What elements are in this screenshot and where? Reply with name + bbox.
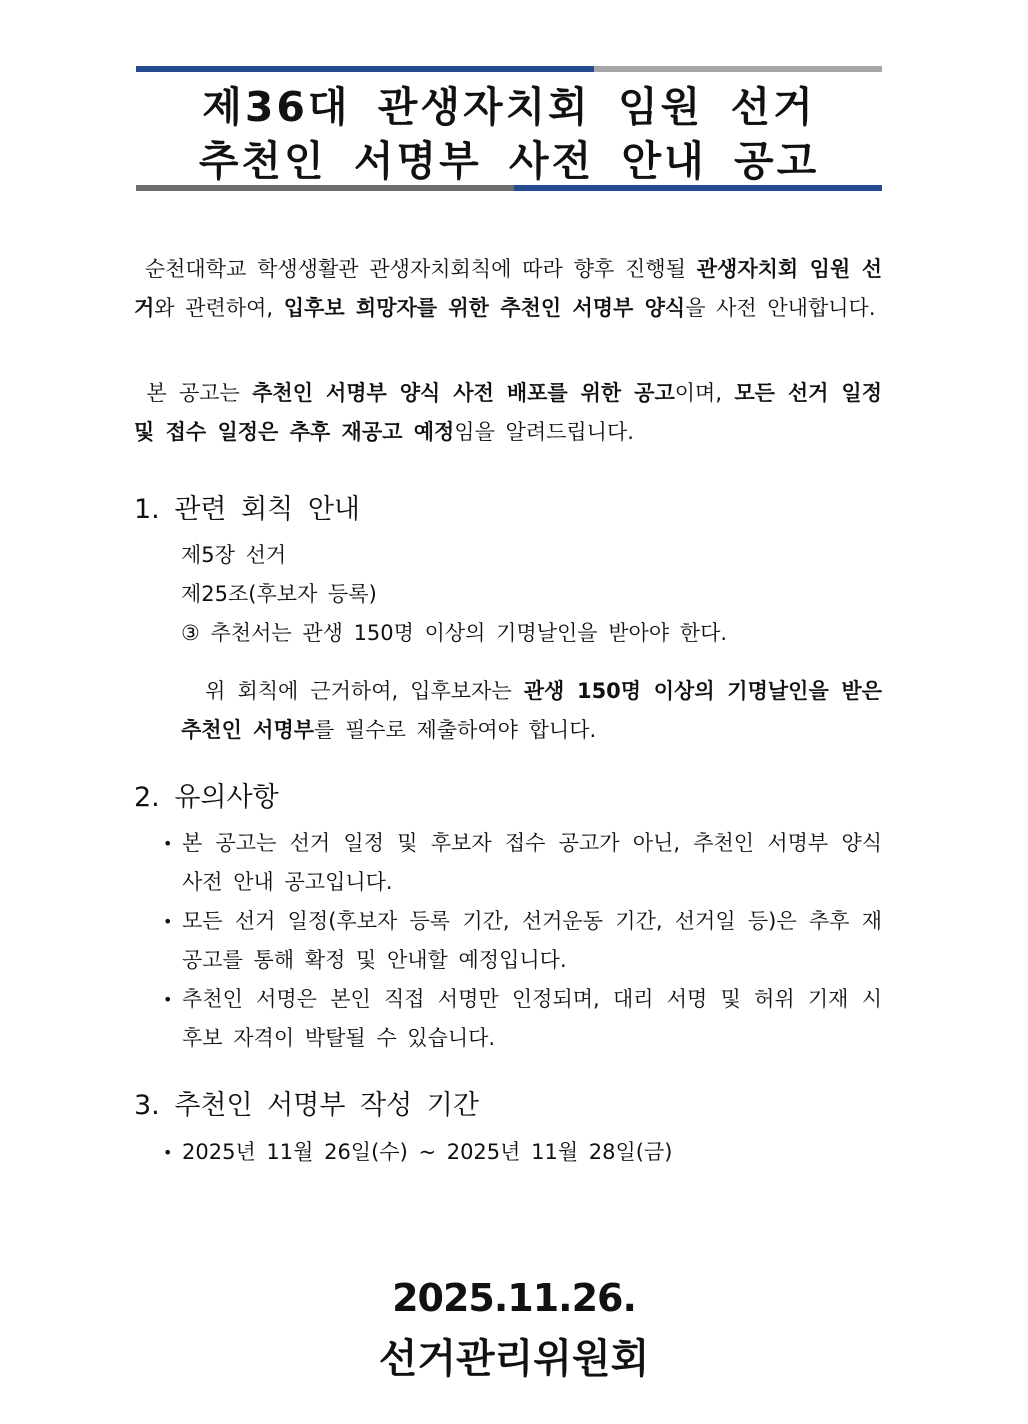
- notice-item-text: 모든 선거 일정(후보자 등록 기간, 선거운동 기간, 선거일 등)은 추후 재공고를 통해 확정 및 안내할 예정입니다.: [182, 909, 882, 972]
- rule-chapter: 제5장 선거: [181, 543, 287, 567]
- section-1-note-bold: 관생 150명 이상의 기명날인을 받은 추천인 서명부: [181, 679, 882, 742]
- section-1-note-text-b: 를 필수로 제출하여야 합니다.: [314, 718, 597, 742]
- intro-p1-text-b: 와 관련하여,: [154, 296, 284, 320]
- rule-article: 제25조(후보자 등록): [181, 582, 377, 606]
- announcement-date: 2025.11.26.: [392, 1276, 636, 1320]
- page-title-line-2: 추천인 서명부 사전 안내 공고: [198, 137, 820, 185]
- rule-clause: ③ 추천서는 관생 150명 이상의 기명날인을 받아야 한다.: [181, 621, 728, 645]
- intro-p2-bold-a: 추천인 서명부 양식 사전 배포를 위한 공고: [252, 381, 675, 405]
- issuing-organization: 선거관리위원회: [378, 1336, 650, 1382]
- page-title-line-1: 제36대 관생자치회 임원 선거: [202, 83, 816, 131]
- title-top-gray-rule: [594, 66, 882, 72]
- period-text: 2025년 11월 26일(수) ~ 2025년 11월 28일(금): [182, 1140, 673, 1164]
- intro-p2-text-c: 임을 알려드립니다.: [454, 420, 634, 444]
- intro-p2-text-b: 이며,: [674, 381, 735, 405]
- intro-paragraph-1: [134, 250, 882, 328]
- section-2-heading: 2. 유의사항: [134, 782, 279, 813]
- notice-item: [163, 902, 882, 980]
- notice-item-text: 추천인 서명은 본인 직접 서명만 인정되며, 대리 서명 및 허위 기재 시 후보 자격이 박탈될 수 있습니다.: [182, 987, 882, 1050]
- title-bottom-gray-rule: [136, 185, 514, 191]
- section-1-note: [181, 672, 882, 750]
- intro-p1-bold-a: 관생자치회 임원 선거: [134, 257, 882, 320]
- bullet-icon: •: [163, 834, 173, 853]
- title-block: [136, 66, 882, 196]
- bullet-icon: •: [163, 1143, 173, 1162]
- intro-paragraph-2: [134, 374, 882, 452]
- notice-item: [163, 824, 882, 902]
- title-top-blue-rule: [136, 66, 594, 72]
- intro-p1-text-a: 순천대학교 학생생활관 관생자치회칙에 따라 향후 진행될: [144, 257, 697, 281]
- title-bottom-blue-rule: [514, 185, 882, 191]
- bullet-icon: •: [163, 990, 173, 1009]
- intro-p1-text-c: 을 사전 안내합니다.: [685, 296, 876, 320]
- section-3-heading: 3. 추천인 서명부 작성 기간: [134, 1090, 479, 1121]
- bullet-icon: •: [163, 912, 173, 931]
- intro-p1-bold-b: 입후보 희망자를 위한 추천인 서명부 양식: [283, 296, 686, 320]
- section-1-heading: 1. 관련 회칙 안내: [134, 494, 361, 525]
- period-item: [163, 1133, 882, 1172]
- intro-p2-bold-b: 모든 선거 일정 및 접수 일정은 추후 재공고 예정: [134, 381, 882, 444]
- notice-item-text: 본 공고는 선거 일정 및 후보자 접수 공고가 아닌, 추천인 서명부 양식 사전 안내 공고입니다.: [182, 831, 882, 894]
- intro-p2-text-a: 본 공고는: [146, 381, 253, 405]
- notice-item: [163, 980, 882, 1058]
- section-1-note-text-a: 위 회칙에 근거하여, 입후보자는: [205, 679, 524, 703]
